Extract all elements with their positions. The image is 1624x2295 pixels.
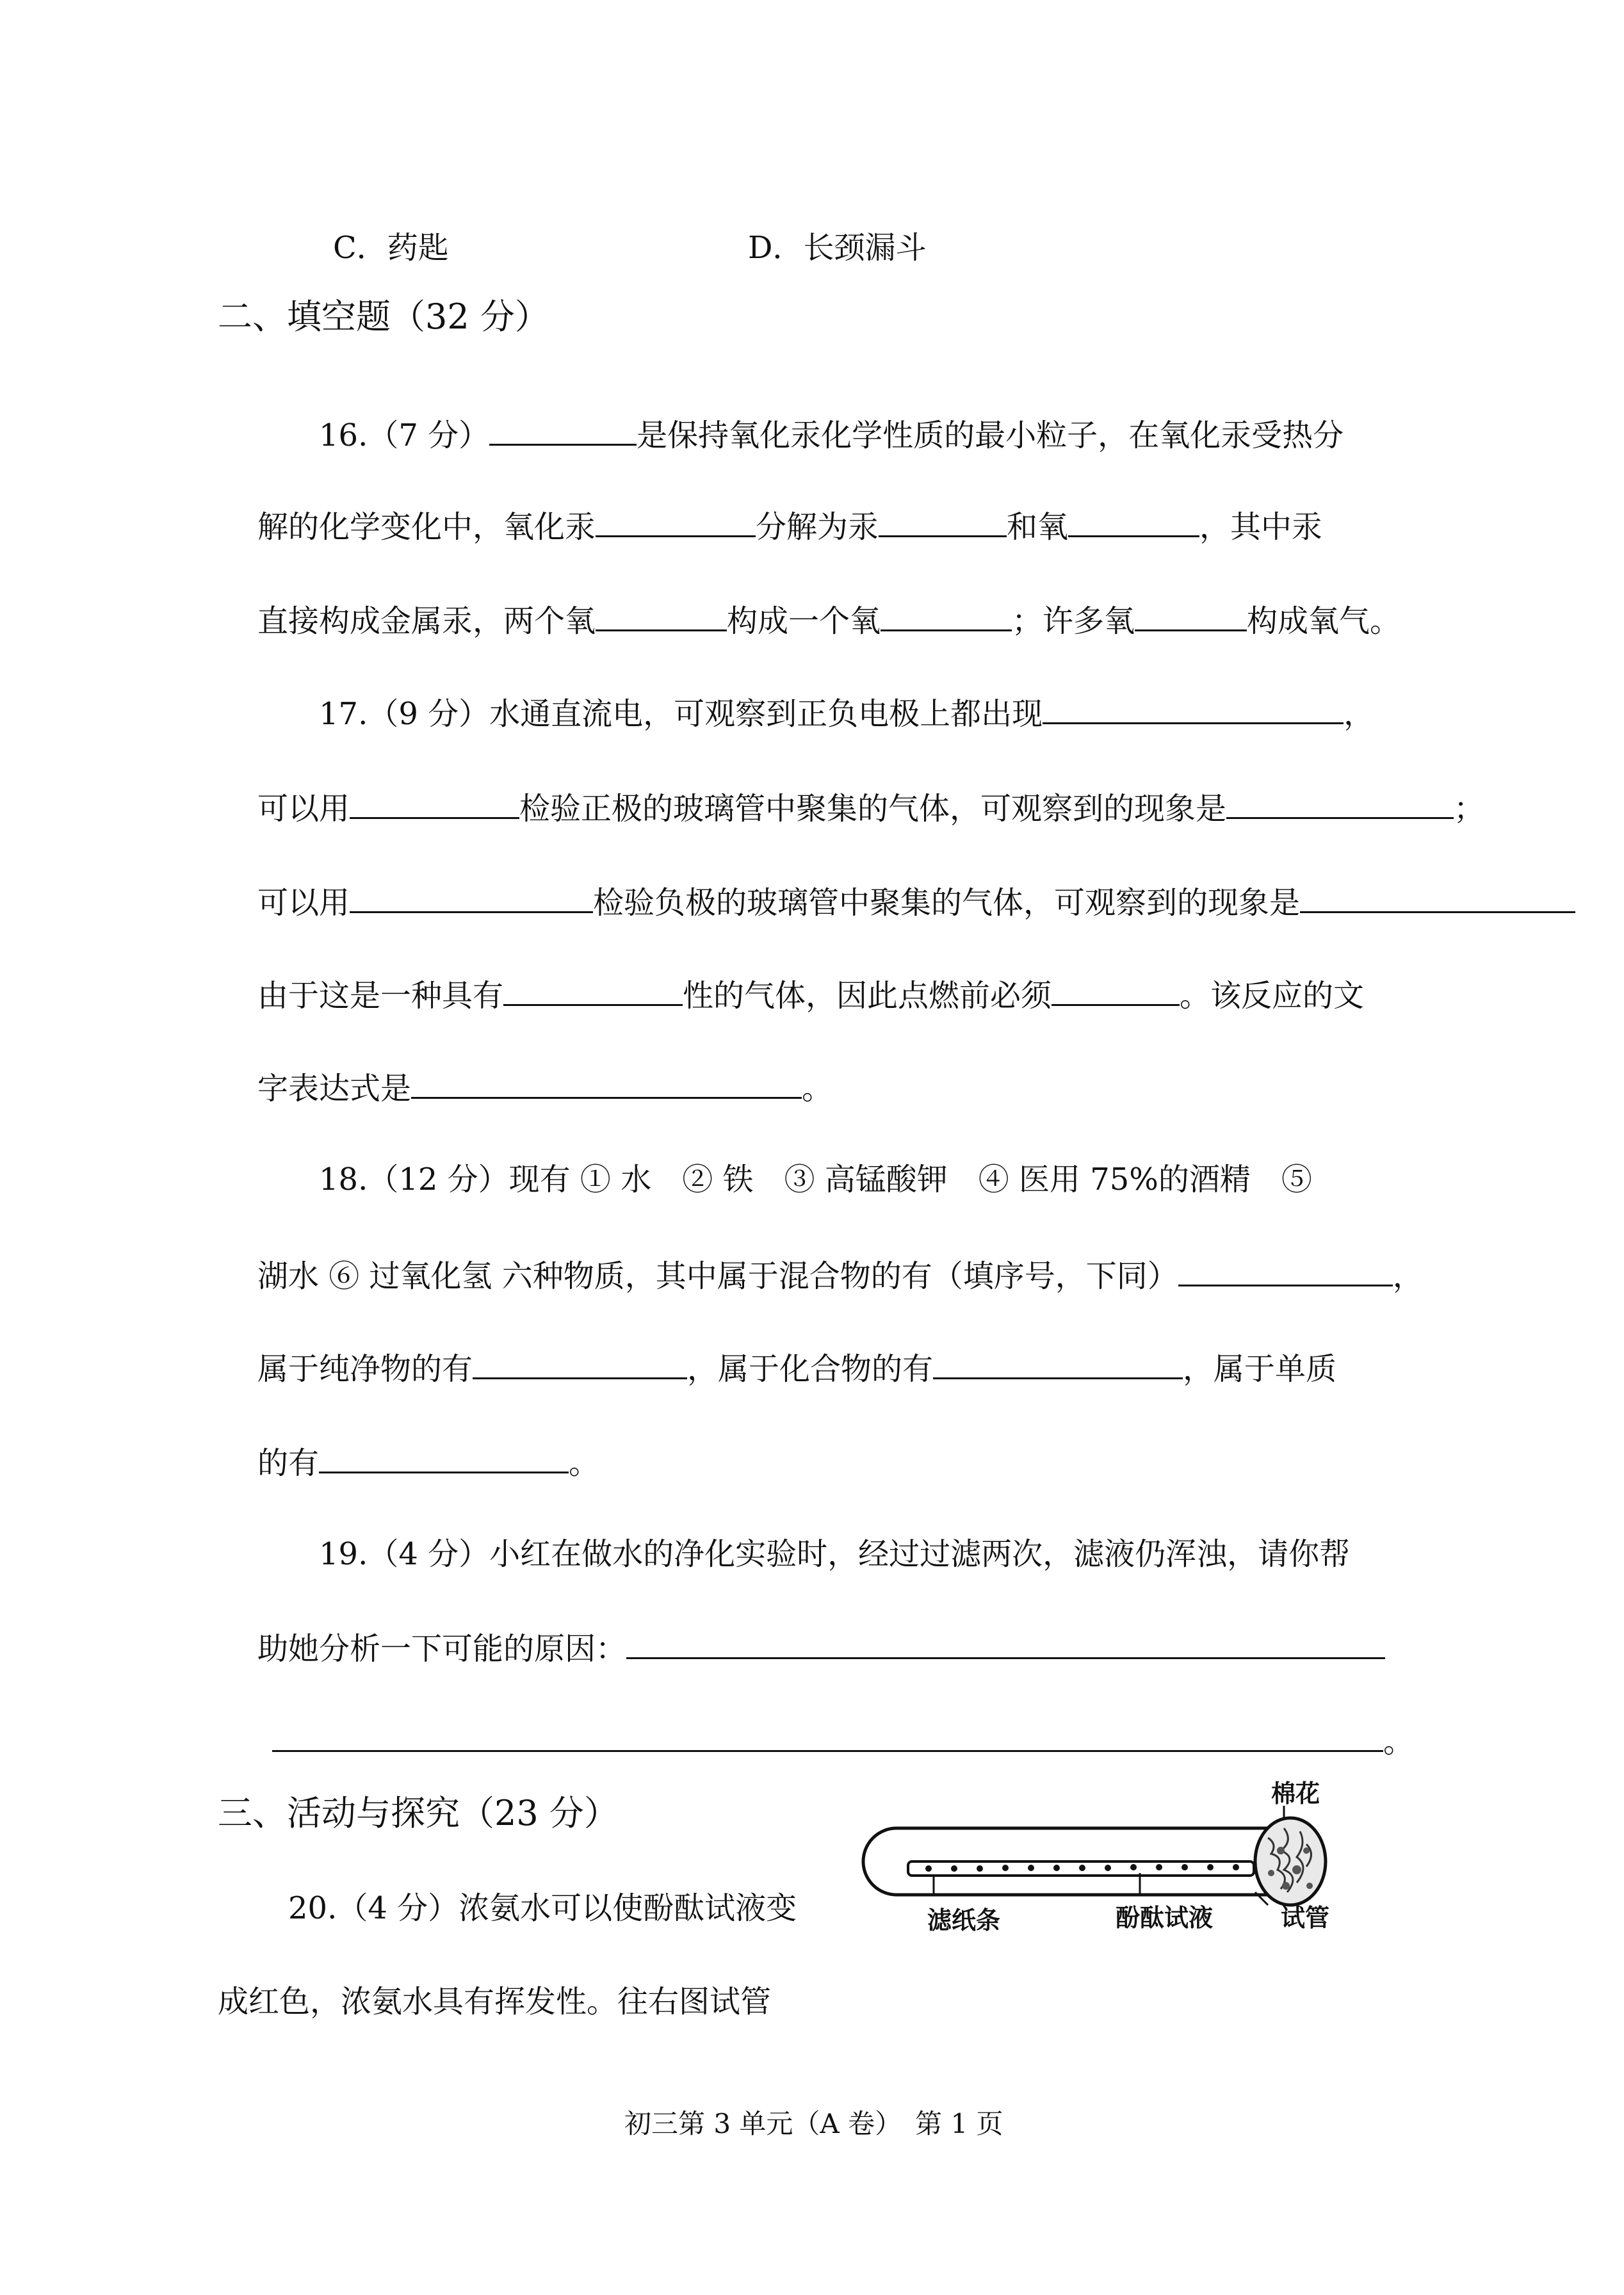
q17-line4: 由于这是一种具有 性的气体，因此点燃前必须 。该反应的文 <box>257 973 1364 1016</box>
cotton-plug <box>1255 1818 1326 1905</box>
label-phenolphthalein: 酚酞试液 <box>1116 1904 1214 1932</box>
q16-blank3[interactable] <box>879 505 1007 537</box>
q18-blank1[interactable] <box>1178 1254 1393 1286</box>
label-test-tube: 试管 <box>1281 1904 1330 1932</box>
q16-blank2[interactable] <box>596 505 756 537</box>
section3-heading: 三、活动与探究（23 分） <box>218 1793 619 1833</box>
q19-line3: 。 <box>272 1719 1414 1762</box>
q17-blank8[interactable] <box>411 1066 802 1099</box>
q17-blank5[interactable] <box>1300 880 1575 913</box>
q16-blank1[interactable] <box>489 413 637 446</box>
q20-line2: 成红色，浓氨水具有挥发性。往右图试管 <box>218 1984 772 2020</box>
q16-blank4[interactable] <box>1068 505 1199 537</box>
q17-blank1[interactable] <box>1043 692 1344 724</box>
q16-line2: 解的化学变化中，氧化汞 分解为汞 和氧 ，其中汞 <box>257 505 1322 547</box>
section2-heading: 二、填空题（32 分） <box>218 296 549 337</box>
q16-blank7[interactable] <box>1135 599 1247 631</box>
q17-blank2[interactable] <box>350 786 519 819</box>
q16-blank5[interactable] <box>596 599 727 631</box>
q15-option-d: D．长颈漏斗 <box>748 230 927 266</box>
q16-blank6[interactable] <box>881 599 1012 631</box>
q15-option-c: C．药匙 <box>333 230 449 266</box>
q20-line1: 20.（4 分）浓氨水可以使酚酞试液变 <box>288 1890 797 1926</box>
q17-blank6[interactable] <box>503 973 683 1006</box>
q18-line4: 的有 。 <box>257 1441 599 1484</box>
q18-line3: 属于纯净物的有 ，属于化合物的有 ，属于单质 <box>257 1347 1336 1390</box>
label-filter-strip: 滤纸条 <box>927 1906 1001 1934</box>
q19-blank1[interactable] <box>626 1626 1385 1659</box>
q16-line1: 16.（7 分） 是保持氧化汞化学性质的最小粒子，在氧化汞受热分 <box>319 413 1344 456</box>
q18-blank3[interactable] <box>933 1347 1183 1379</box>
q18-line2: 湖水 ⑥ 过氧化氢 六种物质，其中属于混合物的有（填序号，下同） ， <box>257 1254 1424 1297</box>
q17-line5: 字表达式是 。 <box>257 1066 832 1109</box>
q17-blank4[interactable] <box>350 880 593 913</box>
label-cotton: 棉花 <box>1271 1780 1320 1808</box>
q17-line2: 可以用 检验正极的玻璃管中聚集的气体，可观察到的现象是 ； <box>257 786 1484 829</box>
q18-blank4[interactable] <box>319 1441 569 1473</box>
q17-blank7[interactable] <box>1052 973 1180 1006</box>
q19-line1: 19.（4 分）小红在做水的净化实验时，经过过滤两次，滤液仍浑浊，请你帮 <box>319 1536 1351 1572</box>
q17-line3: 可以用 检验负极的玻璃管中聚集的气体，可观察到的现象是 <box>257 880 1575 923</box>
q16-line3: 直接构成金属汞，两个氧 构成一个氧 ；许多氧 构成氧气。 <box>257 599 1401 642</box>
q17-blank3[interactable] <box>1226 786 1454 819</box>
q19-blank2[interactable] <box>272 1719 1383 1752</box>
q18-blank2[interactable] <box>473 1347 687 1379</box>
q17-line1: 17.（9 分）水通直流电，可观察到正负电极上都出现 ， <box>319 692 1374 734</box>
q19-line2: 助她分析一下可能的原因： <box>257 1626 1385 1669</box>
page-footer: 初三第 3 单元（A 卷） 第 1 页 <box>624 2108 1003 2139</box>
q18-line1: 18.（12 分）现有 ① 水 ② 铁 ③ 高锰酸钾 ④ 医用 75%的酒精 ⑤ <box>319 1162 1312 1197</box>
